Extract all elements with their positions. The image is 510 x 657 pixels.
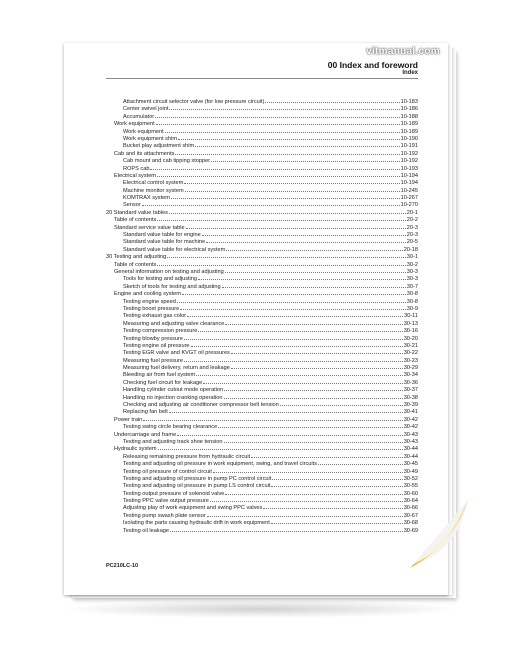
- toc-dot-leader: [178, 134, 400, 140]
- toc-page-number: 30-41: [403, 409, 418, 416]
- toc-dot-leader: [177, 297, 406, 303]
- toc-dot-leader: [165, 127, 400, 133]
- toc-page-number: 30-29: [403, 365, 418, 372]
- toc-entry: [106, 370, 418, 377]
- toc-page-number: 30-39: [403, 402, 418, 409]
- toc-entry-title: Table of contents: [114, 217, 157, 224]
- toc-dot-leader: [157, 171, 400, 177]
- toc-entry-title: Table of contents: [114, 261, 157, 268]
- toc-entry-title: Handling cylinder cutout mode operation: [123, 387, 224, 394]
- toc-entry-title: General information on testing and adjusting: [114, 268, 224, 275]
- toc-page-number: 10-193: [400, 165, 418, 172]
- toc-page-number: 10-189: [400, 128, 418, 135]
- toc-dot-leader: [272, 474, 402, 480]
- toc-entry-title: Sketch of tools for testing and adjusting: [123, 283, 221, 290]
- toc-entry: [106, 237, 418, 244]
- toc-entry-title: Undercarriage and frame: [114, 431, 177, 438]
- toc-dot-leader: [175, 149, 399, 155]
- toc-dot-leader: [150, 164, 399, 170]
- toc-dot-leader: [224, 393, 403, 399]
- toc-entry: [106, 393, 418, 400]
- toc-entry-title: Testing exhaust gas color: [123, 313, 187, 320]
- toc-entry-title: Power train: [114, 416, 143, 423]
- toc-entry: [106, 481, 418, 488]
- toc-entry-title: Machine monitor system: [123, 187, 184, 194]
- page-subtitle: Index: [402, 70, 418, 76]
- toc-page-number: 10-194: [400, 180, 418, 187]
- toc-page-number: 30-3: [406, 276, 418, 283]
- toc-page-number: 10-183: [400, 99, 418, 105]
- toc-entry: [106, 178, 418, 185]
- toc-entry-title: Measuring and adjusting valve clearance: [123, 320, 225, 327]
- page-drop-shadow: [60, 600, 460, 618]
- toc-entry-title: Testing oil leakage: [123, 527, 170, 534]
- toc-dot-leader: [222, 282, 406, 288]
- toc-entry-title: Hydraulic system: [114, 446, 157, 453]
- toc-entry-title: Engine and cooling system: [114, 291, 181, 298]
- toc-page-number: 30-60: [403, 490, 418, 497]
- toc-entry: [106, 444, 418, 451]
- toc-dot-leader: [196, 370, 403, 376]
- toc-entry: [106, 208, 418, 215]
- toc-dot-leader: [187, 311, 403, 317]
- toc-entry: [106, 186, 418, 193]
- toc-page-number: 30-1: [406, 254, 418, 261]
- toc-dot-leader: [167, 252, 406, 258]
- toc-page-number: 10-192: [400, 150, 418, 157]
- toc-entry: [106, 430, 418, 437]
- toc-entry-title: Testing engine speed: [123, 298, 176, 305]
- table-of-contents: [106, 97, 418, 533]
- toc-dot-leader: [156, 119, 400, 125]
- toc-page-number: 30-34: [403, 372, 418, 379]
- toc-entry-title: Replacing fan belt: [123, 409, 168, 416]
- toc-dot-leader: [265, 97, 399, 103]
- toc-entry: [106, 518, 418, 525]
- toc-dot-leader: [142, 200, 400, 206]
- toc-page-number: 30-45: [403, 461, 418, 468]
- toc-entry: [106, 252, 418, 259]
- toc-entry: [106, 526, 418, 533]
- toc-dot-leader: [210, 496, 403, 502]
- toc-page-number: 30-64: [403, 498, 418, 505]
- toc-entry-title: Bucket play adjustment shim: [123, 143, 195, 150]
- toc-entry-title: Testing pump swash plate sensor: [123, 512, 206, 519]
- toc-dot-leader: [203, 378, 402, 384]
- toc-dot-leader: [158, 444, 403, 450]
- toc-entry-title: Testing and adjusting oil pressure in pump LS control circuit: [123, 483, 271, 490]
- toc-entry: [106, 459, 418, 466]
- toc-entry: [106, 297, 418, 304]
- toc-entry: [106, 134, 418, 141]
- toc-entry: [106, 489, 418, 496]
- toc-page-number: 10-189: [400, 121, 418, 128]
- toc-entry: [106, 119, 418, 126]
- toc-entry-title: Checking and adjusting air conditioner compressor belt tension: [123, 402, 279, 409]
- toc-dot-leader: [155, 112, 399, 118]
- toc-entry: [106, 474, 418, 481]
- toc-page-number: 30-43: [403, 438, 418, 445]
- toc-dot-leader: [182, 289, 406, 295]
- toc-entry-title: Bleeding air from fuel system: [123, 372, 196, 379]
- toc-entry-title: Handling no injection cranking operation: [123, 394, 223, 401]
- toc-entry: [106, 127, 418, 134]
- toc-page-number: 20-3: [406, 232, 418, 239]
- toc-dot-leader: [207, 511, 403, 517]
- toc-page-number: 10-267: [400, 195, 418, 202]
- toc-dot-leader: [263, 503, 402, 509]
- toc-entry: [106, 215, 418, 222]
- toc-dot-leader: [280, 400, 403, 406]
- toc-entry-title: Checking fuel circuit for leakage: [123, 379, 203, 386]
- toc-entry: [106, 422, 418, 429]
- toc-entry: [106, 282, 418, 289]
- toc-dot-leader: [169, 104, 399, 110]
- toc-page-number: 30-36: [403, 379, 418, 386]
- toc-page-number: 10-188: [400, 113, 418, 120]
- toc-dot-leader: [198, 274, 406, 280]
- toc-entry-title: Work equipment shim: [123, 135, 177, 142]
- toc-dot-leader: [225, 267, 406, 273]
- toc-page-number: 30-67: [403, 512, 418, 519]
- toc-entry-title: Standard value table for engine: [123, 232, 201, 239]
- toc-entry-title: Measuring fuel delivery, return and leakage: [123, 365, 230, 372]
- page-curl-icon: [410, 500, 468, 568]
- toc-entry: [106, 511, 418, 518]
- toc-entry-title: Testing PPC valve output pressure: [123, 498, 209, 505]
- toc-entry: [106, 319, 418, 326]
- toc-dot-leader: [211, 156, 400, 162]
- toc-entry-title: Measuring fuel pressure: [123, 357, 184, 364]
- toc-page-number: 30-3: [406, 268, 418, 275]
- toc-dot-leader: [206, 237, 406, 243]
- toc-page-number: 10-270: [400, 202, 418, 209]
- toc-dot-leader: [213, 467, 403, 473]
- toc-entry: [106, 341, 418, 348]
- toc-entry-title: Testing oil pressure of control circuit: [123, 468, 212, 475]
- toc-entry: [106, 193, 418, 200]
- toc-entry-title: Attachment circuit selector valve (for low pressure circuit): [123, 99, 265, 105]
- toc-page-number: 10-194: [400, 172, 418, 179]
- toc-dot-leader: [226, 245, 402, 251]
- toc-entry: [106, 304, 418, 311]
- toc-entry: [106, 223, 418, 230]
- toc-entry: [106, 200, 418, 207]
- toc-dot-leader: [180, 304, 406, 310]
- toc-entry: [106, 334, 418, 341]
- toc-page-number: 30-21: [403, 342, 418, 349]
- toc-page-number: 30-43: [403, 431, 418, 438]
- toc-dot-leader: [143, 415, 402, 421]
- toc-entry: [106, 112, 418, 119]
- toc-dot-leader: [186, 223, 406, 229]
- toc-entry: [106, 245, 418, 252]
- toc-entry-title: KOMTRAX system: [123, 195, 170, 202]
- toc-entry-title: Work equipment: [123, 128, 164, 135]
- toc-dot-leader: [191, 341, 403, 347]
- toc-page-number: 30-37: [403, 387, 418, 394]
- toc-entry-title: Testing boost pressure: [123, 305, 180, 312]
- toc-dot-leader: [184, 178, 399, 184]
- toc-entry: [106, 467, 418, 474]
- toc-dot-leader: [318, 459, 403, 465]
- toc-entry-title: Testing EGR valve and KVGT oil pressures: [123, 350, 230, 357]
- toc-page-number: 30-42: [403, 424, 418, 431]
- toc-entry-title: Testing output pressure of solenoid valve: [123, 490, 225, 497]
- toc-entry-title: Standard value table for machine: [123, 239, 206, 246]
- toc-entry: [106, 415, 418, 422]
- toc-entry-title: 30 Testing and adjusting: [106, 254, 167, 261]
- toc-dot-leader: [170, 526, 403, 532]
- toc-page-number: 10-245: [400, 187, 418, 194]
- toc-entry-title: Testing swing circle bearing clearance: [123, 424, 218, 431]
- toc-page-number: 30-55: [403, 483, 418, 490]
- toc-dot-leader: [157, 260, 406, 266]
- toc-dot-leader: [225, 319, 402, 325]
- toc-entry-title: Isolating the parts causing hydraulic drift in work equipment: [123, 520, 270, 527]
- toc-dot-leader: [225, 489, 402, 495]
- toc-page-number: 30-52: [403, 475, 418, 482]
- toc-page-number: 30-20: [403, 335, 418, 342]
- toc-entry-title: Accumulator: [123, 113, 155, 120]
- toc-page-number: 30-44: [403, 453, 418, 460]
- toc-dot-leader: [251, 452, 403, 458]
- toc-page-number: 10-191: [400, 143, 418, 150]
- toc-page-number: 10-186: [400, 106, 418, 113]
- watermark: vitmanual.com: [366, 46, 440, 57]
- toc-entry-title: Standard value table for electrical system: [123, 246, 226, 253]
- toc-page-number: 30-68: [403, 520, 418, 527]
- toc-entry: [106, 496, 418, 503]
- footer-model: PC210LC-10: [106, 563, 139, 569]
- toc-page-number: 20-2: [406, 217, 418, 224]
- toc-dot-leader: [184, 334, 403, 340]
- toc-page-number: 20-1: [406, 209, 418, 216]
- toc-page-number: 30-22: [403, 350, 418, 357]
- toc-page-number: 30-13: [403, 320, 418, 327]
- toc-dot-leader: [231, 363, 403, 369]
- toc-entry: [106, 407, 418, 414]
- toc-entry: [106, 156, 418, 163]
- toc-entry: [106, 363, 418, 370]
- toc-dot-leader: [271, 518, 403, 524]
- toc-page-number: 30-11: [404, 313, 418, 320]
- toc-entry-title: Testing and adjusting oil pressure in pump PC control circuit: [123, 475, 272, 482]
- toc-dot-leader: [185, 186, 400, 192]
- toc-entry-title: Standard service value table: [114, 224, 185, 231]
- toc-entry-title: 20 Standard value tables: [106, 209, 168, 216]
- page-title: 00 Index and foreword: [327, 60, 418, 70]
- toc-dot-leader: [169, 208, 406, 214]
- toc-entry: [106, 348, 418, 355]
- toc-page-number: 20-3: [406, 224, 418, 231]
- toc-entry-title: Sensor: [123, 202, 141, 209]
- toc-dot-leader: [157, 215, 406, 221]
- toc-entry: [106, 378, 418, 385]
- toc-entry: [106, 356, 418, 363]
- toc-dot-leader: [218, 422, 402, 428]
- toc-entry-title: Testing compression pressure: [123, 328, 198, 335]
- toc-entry-title: Tools for testing and adjusting: [123, 276, 198, 283]
- toc-entry: [106, 385, 418, 392]
- toc-page-number: 10-190: [400, 135, 418, 142]
- header-divider: [106, 78, 418, 79]
- manual-page: [64, 43, 448, 595]
- toc-entry: [106, 400, 418, 407]
- toc-entry-title: Adjusting play of work equipment and swing PPC valves: [123, 505, 263, 512]
- toc-entry-title: Center swivel joint: [123, 106, 169, 113]
- toc-dot-leader: [169, 407, 403, 413]
- toc-dot-leader: [224, 385, 403, 391]
- toc-page-number: 30-16: [403, 328, 418, 335]
- toc-entry: [106, 104, 418, 111]
- toc-entry: [106, 97, 418, 104]
- toc-entry: [106, 230, 418, 237]
- toc-page-number: 30-66: [403, 505, 418, 512]
- toc-entry: [106, 260, 418, 267]
- toc-dot-leader: [271, 481, 402, 487]
- toc-page-number: 20-5: [406, 239, 418, 246]
- toc-entry-title: Releasing remaining pressure from hydraulic circuit: [123, 453, 251, 460]
- toc-entry-title: Testing engine oil pressure: [123, 342, 190, 349]
- toc-entry: [106, 452, 418, 459]
- toc-entry-title: Cab mount and cab tipping stopper: [123, 158, 211, 165]
- toc-page-number: 30-8: [406, 298, 418, 305]
- toc-dot-leader: [231, 348, 403, 354]
- toc-entry: [106, 149, 418, 156]
- toc-page-number: 30-49: [403, 468, 418, 475]
- toc-entry: [106, 437, 418, 444]
- toc-page-number: 20-18: [403, 246, 418, 253]
- toc-page-number: 10-192: [400, 158, 418, 165]
- toc-dot-leader: [177, 430, 403, 436]
- toc-entry: [106, 141, 418, 148]
- toc-entry-title: ROPS cab: [123, 165, 150, 172]
- toc-page-number: 30-44: [403, 446, 418, 453]
- toc-entry-title: Electrical control system: [123, 180, 184, 187]
- toc-entry-title: Electrical system: [114, 172, 156, 179]
- toc-dot-leader: [184, 356, 403, 362]
- toc-entry: [106, 289, 418, 296]
- toc-entry: [106, 326, 418, 333]
- toc-entry: [106, 311, 418, 318]
- toc-entry-title: Cab and its attachments: [114, 150, 175, 157]
- toc-page-number: 30-23: [403, 357, 418, 364]
- toc-entry: [106, 171, 418, 178]
- toc-entry-title: Testing and adjusting oil pressure in work equipment, swing, and travel circuits: [123, 461, 318, 468]
- toc-dot-leader: [224, 437, 403, 443]
- toc-entry: [106, 164, 418, 171]
- toc-entry: [106, 267, 418, 274]
- toc-page-number: 30-69: [403, 527, 418, 534]
- toc-page-number: 30-38: [403, 394, 418, 401]
- toc-page-number: 30-9: [406, 305, 418, 312]
- toc-dot-leader: [202, 230, 406, 236]
- toc-dot-leader: [195, 141, 399, 147]
- toc-dot-leader: [171, 193, 400, 199]
- toc-page-number: 30-42: [403, 416, 418, 423]
- toc-entry: [106, 274, 418, 281]
- toc-dot-leader: [198, 326, 402, 332]
- toc-entry: [106, 503, 418, 510]
- toc-page-number: 30-2: [406, 261, 418, 268]
- toc-entry-title: Testing blowby pressure: [123, 335, 184, 342]
- toc-entry-title: Work equipment: [114, 121, 155, 128]
- toc-entry-title: Testing and adjusting track shoe tension: [123, 438, 223, 445]
- toc-page-number: 30-8: [406, 291, 418, 298]
- toc-page-number: 30-7: [406, 283, 418, 290]
